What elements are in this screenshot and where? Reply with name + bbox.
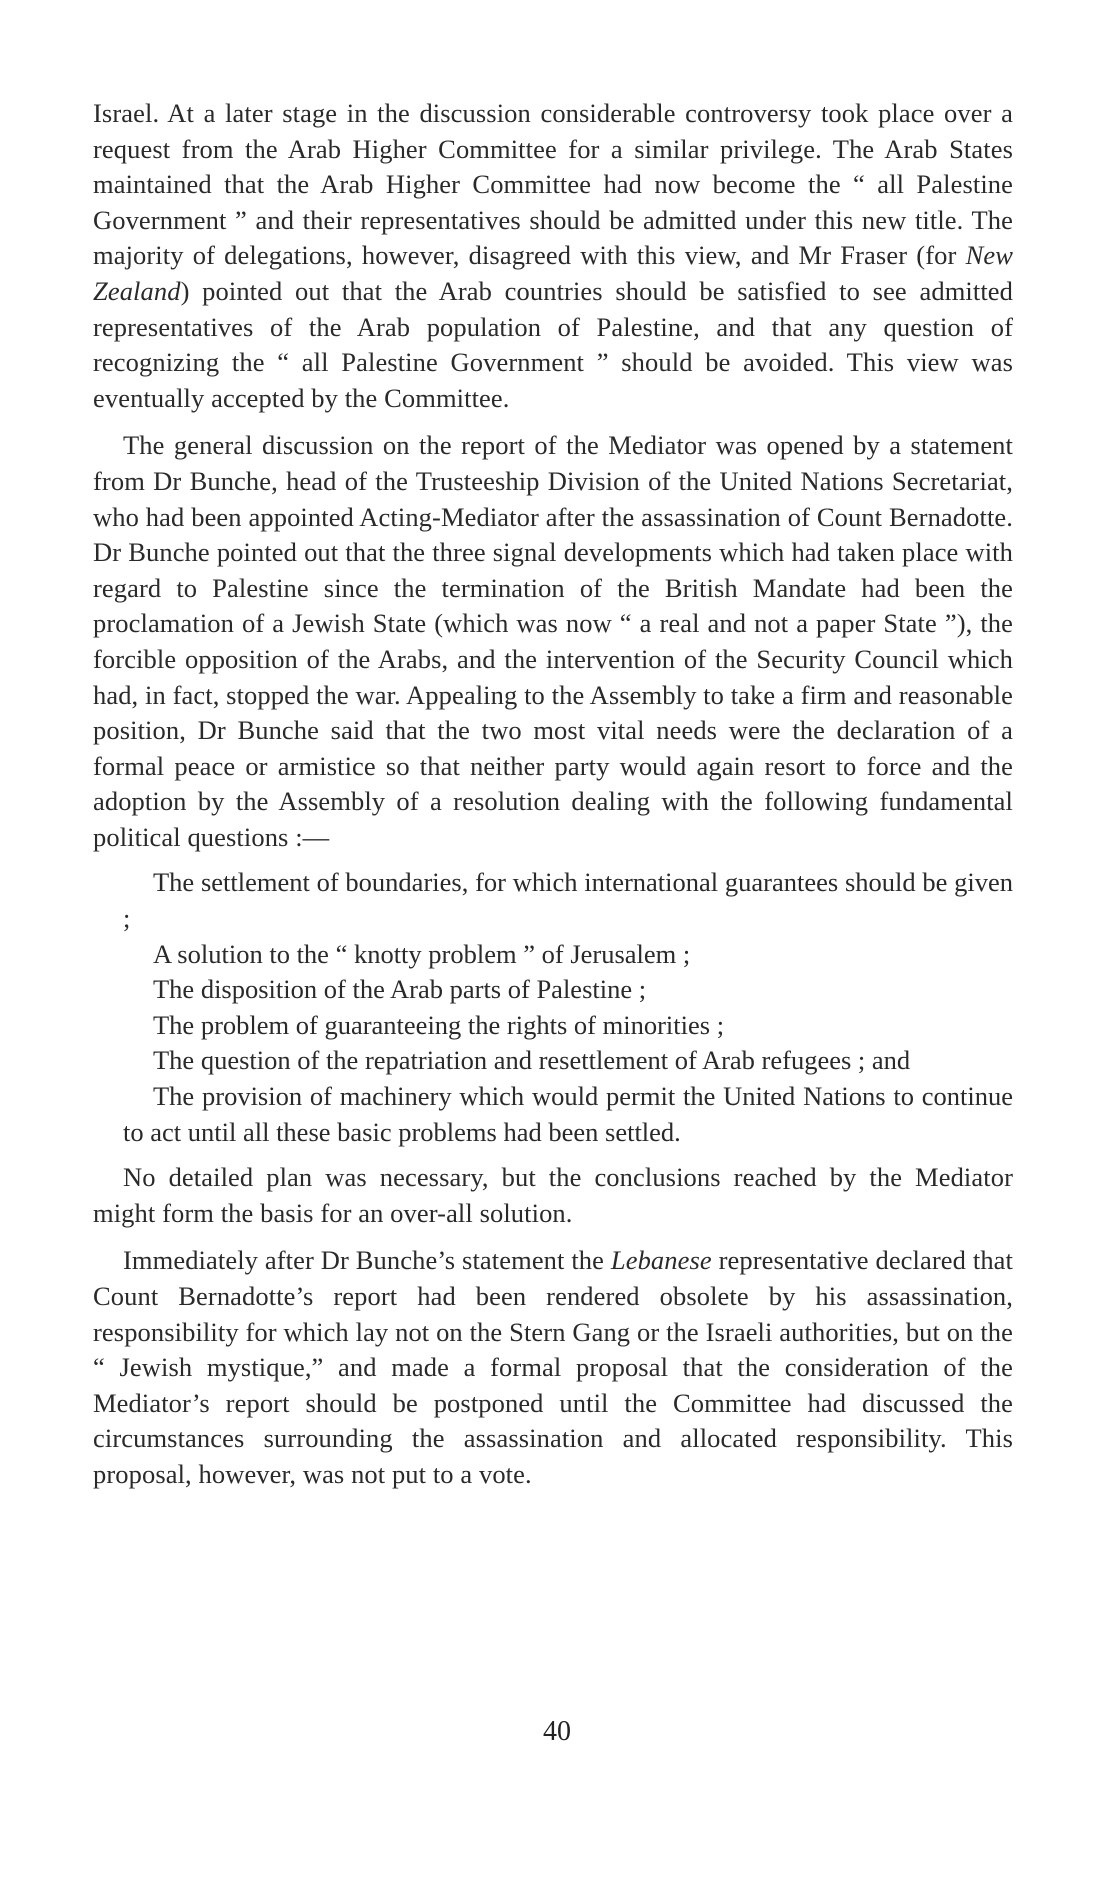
list-item: The disposition of the Arab parts of Palestine ; [153,974,647,1005]
paragraph-israel-arab-higher-committee [93,96,1013,416]
list-item: The provision of machinery which would permit the United Nations to continue to act until all these basic problems had been settled. [123,1081,1013,1147]
list-item: The settlement of boundaries, for which international guarantees should be given ; [123,867,1013,934]
list-item: A solution to the “ knotty problem ” of Jerusalem ; [153,938,691,969]
country-name-lebanese: Lebanese [610,1245,712,1276]
paragraph-bunche-statement: The general discussion on the report of the Mediator was opened by a statement from Dr Bunche, head of the Trusteeship Division of the United Nations Secretariat, who had been appointed Acting-Mediator after the assassination of Count Bernadotte. Dr Bunche pointed out that the three signal developments which had taken place with regard to Palestine since the termination of the British Mandate had been the proclamation of a Jewish State (which was now “ a real and not a paper State ”), the forcible opposition of the Arabs, and the intervention of the Security Council which had, in fact, stopped the war. Appealing to the Assembly to take a firm and reasonable position, Dr Bunche said that the two most vital needs were the declaration of a formal peace or armistice so that neither party would again resort to force and the adoption by the Assembly of a resolution dealing with the following fundamental political questions :— [93,430,1013,852]
paragraph-text: Immediately after Dr Bunche’s statement the [123,1245,611,1276]
questions-list [93,865,1013,1150]
paragraph-text: Israel. At a later stage in the discussion considerable controversy took place over a request from the Arab Higher Committee for a similar privilege. The Arab States maintained that the Arab Higher Committee had now become the “ all Palestine Government ” and their representatives should be admitted under this new title. The majority of delegations, however, disagreed with this view, and Mr Fraser (for [93,98,1013,271]
page-number: 40 [543,1716,571,1747]
list-item: The problem of guaranteeing the rights of minorities ; [153,1009,725,1040]
page-body [93,96,1013,1493]
paragraph-text: representative declared that Count Bernadotte’s report had been rendered obsolete by his assassination, responsibility for which lay not on the Stern Gang or the Israeli authorities, but on the “ Jewish mystique,” and made a formal proposal that the consideration of the Mediator’s report should be postponed until the Committee had discussed the circumstances surrounding the assassination and allocated responsibility. This proposal, however, was not put to a vote. [93,1245,1013,1489]
country-name-new-zealand: New Zealand [93,240,1013,306]
paragraph-lebanese-proposal [93,1243,1013,1492]
paragraph-text: ) pointed out that the Arab countries should be satisfied to see admitted representatives of the Arab population of Palestine, and that any question of recognizing the “ all Palestine Government ” should be avoided. This view was eventually accepted by the Committee. [93,275,1013,413]
paragraph-detailed-plan: No detailed plan was necessary, but the conclusions reached by the Mediator might form the basis for an over-all solution. [93,1162,1013,1228]
list-item: The question of the repatriation and resettlement of Arab refugees ; and [153,1045,911,1076]
